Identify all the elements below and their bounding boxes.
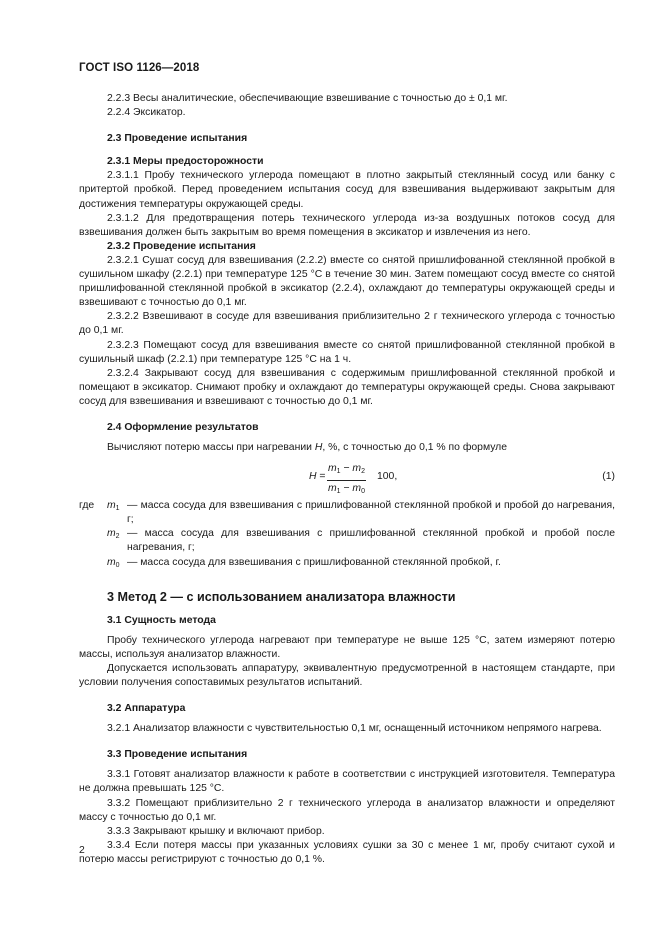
formula-numerator bbox=[327, 462, 366, 481]
definition-desc: масса сосуда для взвешивания с пришлифованной стеклянной пробкой и пробой после нагревания, г; bbox=[127, 528, 615, 554]
definition-symbol-sub: 2 bbox=[115, 533, 120, 541]
paragraph-2-3-2-4: 2.3.2.4 Закрывают сосуд для взвешивания с содержимым пришлифованной стеклянной пробкой и помещают в эксикатор. Снимают пробку и охлаждают до температуры окружающей среды. Снова закрывают сосуд для взвешивания и взвешивают с точностью до 0,1 мг. bbox=[79, 367, 615, 407]
den-b: m bbox=[352, 483, 362, 495]
den-a-sub: 1 bbox=[336, 488, 341, 496]
paragraph-3-3-1: 3.3.1 Готовят анализатор влажности к работе в соответствии с инструкцией изготовителя. Температура не должна превышать 125 °С. bbox=[79, 769, 615, 795]
definition-symbol-letter: m bbox=[107, 556, 116, 568]
formula-1 bbox=[79, 461, 615, 495]
den-a: m bbox=[328, 483, 337, 495]
den-op: − bbox=[340, 483, 353, 495]
paragraph-3-3-4: 3.3.4 Если потеря массы при указанных условиях сушки за 30 с менее 1 мг, пробу считают сухой и потерю массы регистрируют с точностью до 0,1 %. bbox=[79, 839, 615, 865]
paragraph-2-3-2-2: 2.3.2.2 Взвешивают в сосуде для взвешивания приблизительно 2 г технического углерода с точностью до 0,1 мг. bbox=[79, 311, 615, 337]
definition-symbol-sub: 0 bbox=[115, 561, 120, 569]
formula-lhs bbox=[309, 470, 325, 484]
num-op: − bbox=[340, 463, 353, 475]
definition-symbol bbox=[107, 556, 127, 573]
num-a: m bbox=[328, 463, 337, 475]
definition-desc: масса сосуда для взвешивания с пришлифованной стеклянной пробкой и пробой до нагревания, г; bbox=[127, 500, 615, 526]
formula-denominator bbox=[327, 481, 366, 499]
definition-dash: — bbox=[127, 556, 138, 568]
heading-section-3: 3 Метод 2 — с использованием анализатора влажности bbox=[107, 589, 456, 604]
formula-multiplier: 100, bbox=[377, 471, 398, 483]
definition-symbol-letter: m bbox=[107, 528, 116, 540]
paragraph-3-3-3: 3.3.3 Закрывают крышку и включают прибор. bbox=[107, 825, 325, 837]
formula-number: (1) bbox=[602, 471, 615, 483]
paragraph-2-3-2-1: 2.3.2.1 Сушат сосуд для взвешивания (2.2.2) вместе со снятой пришлифованной стеклянной пробкой в сушильном шкафу (2.2.1) при температуре 125 °С в течение 30 мин. Затем помещают сосуд вместе со снятой пришлифованной стеклянной пробкой в эксикатор (2.2.4), охлаждают до температуры окружающей среды и взвешивают с точностью до 0,1 мг. bbox=[79, 254, 615, 309]
definition-text bbox=[127, 556, 615, 573]
paragraph-3-1-a: Пробу технического углерода нагревают при температуре не выше 125 °С, затем измеряют потерю массы, используя анализатор влажности. bbox=[79, 634, 615, 660]
den-b-sub: 0 bbox=[361, 488, 365, 496]
heading-2-3-2: 2.3.2 Проведение испытания bbox=[107, 240, 256, 252]
paragraph-2-2-3: 2.2.3 Весы аналитические, обеспечивающие взвешивание с точностью до ± 0,1 мг. bbox=[107, 93, 508, 104]
paragraph-2-3-2-3: 2.3.2.3 Помещают сосуд для взвешивания вместе со снятой пришлифованной стеклянной пробкой в сушильный шкаф (2.2.1) при температуре 125 °С на 1 ч. bbox=[79, 339, 615, 365]
heading-3-3: 3.3 Проведение испытания bbox=[107, 749, 248, 761]
heading-2-3-1: 2.3.1 Меры предосторожности bbox=[107, 156, 264, 168]
heading-2-3: 2.3 Проведение испытания bbox=[107, 133, 248, 145]
definition-spacer bbox=[79, 556, 107, 573]
variable-definitions bbox=[79, 499, 615, 572]
definition-desc: масса сосуда для взвешивания с пришлифованной стеклянной пробкой, г. bbox=[140, 556, 501, 568]
definition-m1 bbox=[79, 499, 615, 527]
definition-text bbox=[127, 499, 615, 527]
heading-3-2: 3.2 Аппаратура bbox=[107, 703, 186, 715]
paragraph-3-1-b: Допускается использовать аппаратуру, эквивалентную предусмотренной в настоящем стандарте, при условии получения сопоставимых результатов испытаний. bbox=[79, 662, 615, 688]
num-a-sub: 1 bbox=[336, 468, 341, 476]
document-code-header: ГОСТ ISO 1126—2018 bbox=[79, 62, 200, 74]
definition-symbol-sub: 1 bbox=[115, 505, 120, 513]
page-number: 2 bbox=[79, 845, 85, 856]
definition-dash: — bbox=[127, 528, 138, 540]
document-body bbox=[79, 92, 615, 867]
heading-3-1: 3.1 Сущность метода bbox=[107, 614, 216, 626]
formula-intro-after: , %, с точностью до 0,1 % по формуле bbox=[322, 442, 508, 454]
num-b: m bbox=[352, 463, 362, 475]
paragraph-3-2-1: 3.2.1 Анализатор влажности с чувствительностью 0,1 мг, оснащенный источником непрямого нагрева. bbox=[107, 723, 602, 735]
heading-2-4: 2.4 Оформление результатов bbox=[107, 421, 259, 433]
paragraph-2-3-1-2: 2.3.1.2 Для предотвращения потерь технического углерода из-за воздушных потоков сосуд для взвешивания должен быть закрытым во время помещения в эксикатор и извлечения из него. bbox=[79, 212, 615, 238]
definition-dash: — bbox=[127, 500, 138, 512]
definition-m2 bbox=[79, 527, 615, 555]
definition-symbol bbox=[107, 499, 127, 527]
paragraph-3-3-2: 3.3.2 Помещают приблизительно 2 г технического углерода в анализатор влажности и определяют массу с точностью до 0,1 мг. bbox=[79, 797, 615, 823]
formula-equals: = bbox=[319, 471, 326, 483]
paragraph-2-2-4: 2.2.4 Эксикатор. bbox=[107, 107, 186, 119]
formula-intro bbox=[79, 441, 615, 455]
formula-intro-before: Вычисляют потерю массы при нагревании bbox=[107, 442, 315, 454]
formula-lhs-var: H bbox=[309, 471, 317, 483]
definition-spacer bbox=[79, 527, 107, 555]
formula-intro-var: H bbox=[314, 442, 323, 454]
paragraph-2-3-1-1: 2.3.1.1 Пробу технического углерода помещают в плотно закрытый стеклянный сосуд или банку с притертой пробкой. Перед проведением испытания сосуд для взвешивания выдерживают закрытым для достижения температуры окружающей среды. bbox=[79, 170, 615, 210]
definition-symbol bbox=[107, 527, 127, 555]
definition-symbol-letter: m bbox=[107, 500, 116, 512]
definition-m0 bbox=[79, 556, 615, 573]
num-b-sub: 2 bbox=[361, 468, 365, 476]
formula-fraction bbox=[327, 462, 366, 499]
where-label: где bbox=[79, 500, 95, 512]
definition-text bbox=[127, 527, 615, 555]
